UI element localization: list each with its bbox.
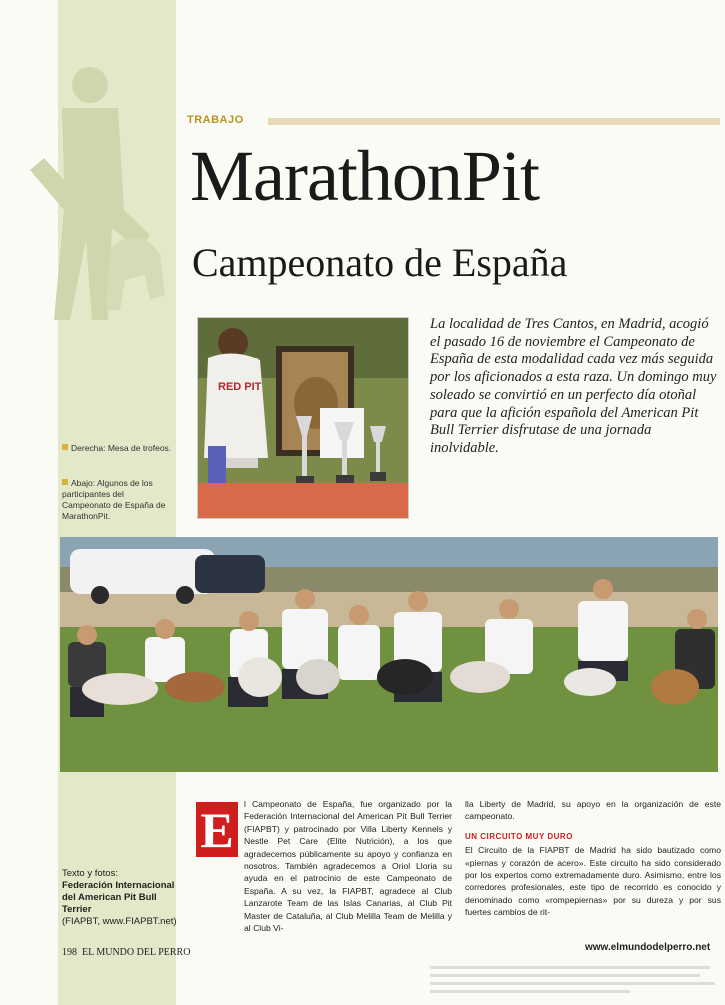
credits-organization: Federación Internacional del American Pit Bull Terrier — [62, 880, 175, 915]
website-url: www.elmundodelperro.net — [585, 942, 711, 953]
section-label: TRABAJO — [187, 114, 244, 126]
photo-banner-text: RED PIT — [218, 381, 262, 393]
show-through-text — [430, 964, 720, 994]
body-paragraph-3: El Circuito de la FIAPBT de Madrid ha sido bautizado como «piernas y corazón de acero». Este circuito ha sido considerado por los expertos como extremadamente duro. Asimismo, entre los corredores profesionales, este tipo de recorrido es conocido y denominado como «rompepiernas» por su dureza y por sus fuertes cambios de rit- — [465, 845, 721, 918]
section-rule — [268, 118, 720, 125]
credits-label: Texto y fotos: — [62, 868, 118, 879]
article-subtitle: Campeonato de España — [192, 240, 568, 285]
article-title: MarathonPit — [190, 136, 539, 216]
body-paragraph-1: l Campeonato de España, fue organizado por la Federación Internacional del American Pit Bull Terrier (FIAPBT) y patrocinado por Villa Liberty Kennels y Nestle Pet Care (Elite Nutrición), a los que agradecemos públicamente su apoyo y confianza en nosotros. También agradecemos a Oriol Lloria su ayuda en el patrocinio de este Campeonato de España. A su vez, la FIAPBT, agradece al Club Lanzarote Team de las Islas Canarias, al Club Pit Master de Cataluña, al Club Melilla Team de Melilla y al Club Vi- — [244, 799, 452, 934]
handler-dog-silhouette — [0, 60, 180, 390]
caption-participants: Abajo: Algunos de los participantes del Campeonato de España de MarathonPit. — [62, 478, 166, 521]
body-column-1 — [244, 798, 452, 934]
page-footer — [62, 947, 190, 958]
caption-bullet-square — [62, 444, 68, 450]
body-paragraph-2: lla Liberty de Madrid, su apoyo en la organización de este campeonato. — [465, 799, 721, 822]
credits-source: (FIAPBT, www.FIAPBT.net) — [62, 916, 177, 927]
body-column-2 — [465, 798, 721, 919]
page-number: 198 — [62, 947, 77, 958]
drop-cap: E — [196, 802, 238, 857]
trophy-table-photo — [197, 317, 409, 519]
caption-trophy-table: Derecha: Mesa de trofeos. — [62, 443, 174, 454]
magazine-name: EL MUNDO DEL PERRO — [82, 947, 191, 958]
photo-text-credits — [62, 868, 182, 928]
participants-group-photo — [60, 537, 718, 772]
article-intro: La localidad de Tres Cantos, en Madrid, acogió el pasado 16 de noviembre el Campeonato de España de esta modalidad cada vez más seguida por los aficionados a esta raza. Un domingo muy soleado se convirtió en un perfecto día otoñal para que la afición española del American Pit Bull Terrier disfrutase de una jornada inolvidable. — [430, 316, 717, 456]
body-subheading: UN CIRCUITO MUY DURO — [465, 831, 573, 841]
caption-bullet-square — [62, 479, 68, 485]
